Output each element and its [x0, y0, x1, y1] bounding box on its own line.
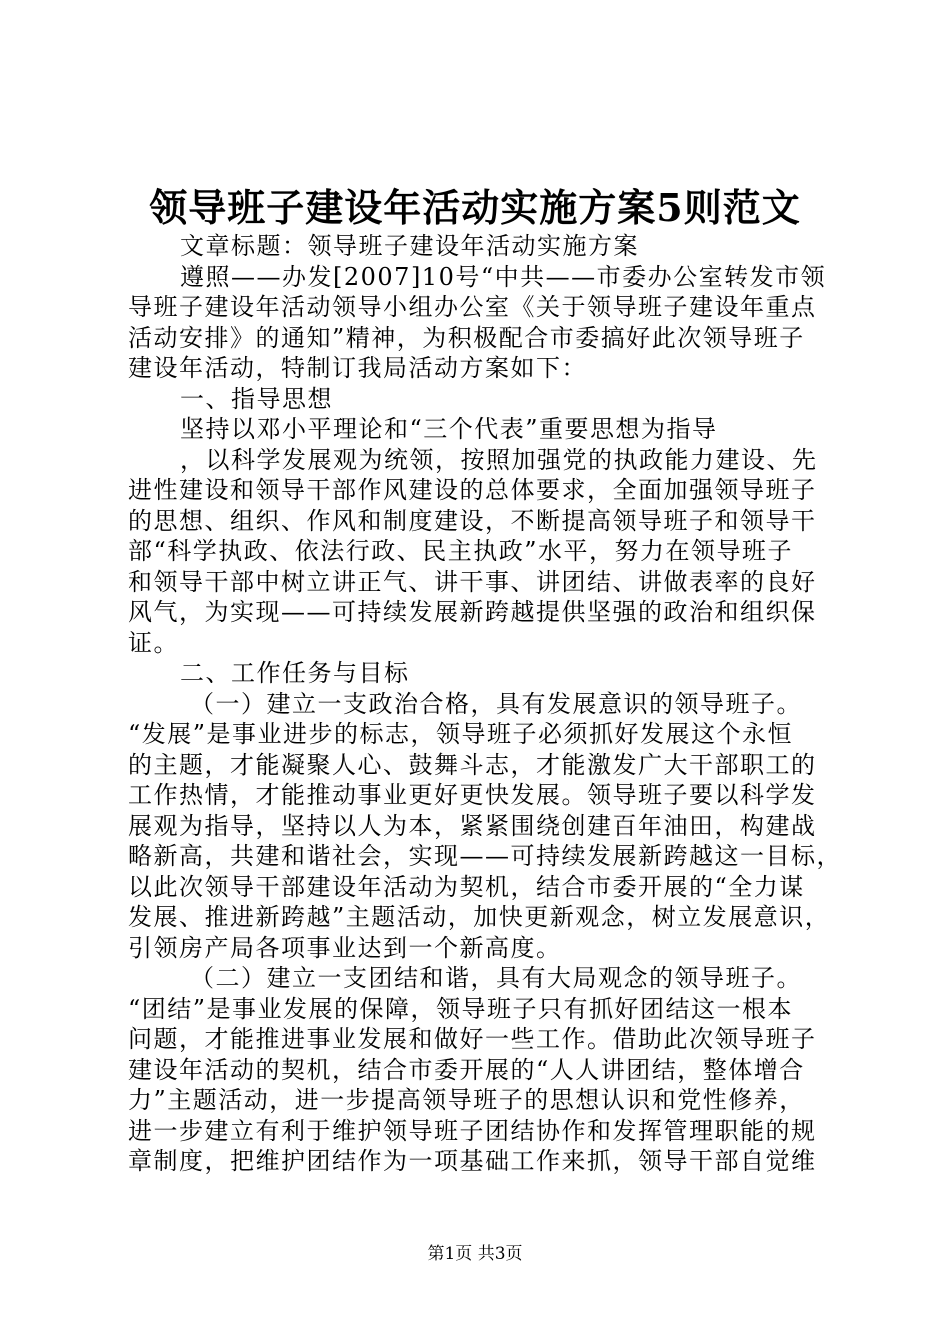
paragraph-line: 进一步建立有利于维护领导班子团结协作和发挥管理职能的规	[128, 1116, 817, 1145]
paragraph-line: 力”主题活动，进一步提高领导班子的思想认识和党性修养，	[128, 1086, 805, 1114]
page-number: 第1页 共3页	[427, 1244, 523, 1264]
paragraph-line: ，以科学发展观为统领，按照加强党的执政能力建设、先	[180, 445, 818, 474]
paragraph-line: 问题，才能推进事业发展和做好一些工作。借助此次领导班子	[128, 1025, 817, 1053]
paragraph-line: 略新高，共建和谐社会，实现——可持续发展新跨越这一目标，	[128, 842, 842, 870]
paragraph-line: “发展”是事业进步的标志，领导班子必须抓好发展这个永恒	[128, 720, 794, 748]
paragraph-line: 以此次领导干部建设年活动为契机，结合市委开展的“全力谋	[128, 872, 805, 901]
paragraph-line: 和领导干部中树立讲正气、讲干事、讲团结、讲做表率的良好	[128, 567, 817, 596]
paragraph-line: 工作热情，才能推动事业更好更快发展。领导班子要以科学发	[128, 781, 817, 809]
paragraph-line: 建设年活动，特制订我局活动方案如下：	[128, 354, 587, 382]
paragraph-line: 活动安排》的通知”精神，为积极配合市委搞好此次领导班子	[128, 323, 805, 352]
document-body	[128, 231, 842, 1177]
paragraph-line: 证。	[128, 628, 179, 657]
paragraph-line: 进性建设和领导干部作风建设的总体要求，全面加强领导班子	[128, 476, 817, 504]
subsection-heading: （一）建立一支政治合格，具有发展意识的领导班子。	[190, 689, 802, 718]
document-title: 领导班子建设年活动实施方案5则范文	[149, 185, 801, 230]
paragraph-line: 遵照——办发[2007]10号“中共——市委办公室转发市领	[180, 262, 827, 291]
paragraph-line: 展观为指导，坚持以人为本，紧紧围绕创建百年油田，构建战	[128, 811, 817, 840]
paragraph-line: 风气，为实现——可持续发展新跨越提供坚强的政治和组织保	[128, 598, 817, 626]
subsection-heading: （二）建立一支团结和谐，具有大局观念的领导班子。	[190, 964, 802, 992]
paragraph-line: 引领房产局各项事业达到一个新高度。	[128, 933, 562, 962]
paragraph-line: 部“科学执政、依法行政、民主执政”水平，努力在领导班子	[128, 537, 794, 565]
section-heading: 二、工作任务与目标	[180, 659, 410, 687]
section-heading: 一、指导思想	[180, 384, 333, 413]
paragraph-line: 发展、推进新跨越”主题活动，加快更新观念，树立发展意识，	[128, 903, 831, 931]
paragraph-line: 文章标题：领导班子建设年活动实施方案	[180, 232, 639, 260]
paragraph-line: 章制度，把维护团结作为一项基础工作来抓，领导干部自觉维	[128, 1147, 817, 1175]
paragraph-line: 的思想、组织、作风和制度建设，不断提高领导班子和领导干	[128, 506, 817, 535]
paragraph-line: 建设年活动的契机，结合市委开展的“人人讲团结，整体增合	[128, 1055, 805, 1084]
paragraph-line: “团结”是事业发展的保障，领导班子只有抓好团结这一根本	[128, 994, 794, 1023]
paragraph-line: 坚持以邓小平理论和“三个代表”重要思想为指导	[180, 415, 718, 443]
paragraph-line: 导班子建设年活动领导小组办公室《关于领导班子建设年重点	[128, 293, 817, 321]
paragraph-line: 的主题，才能凝聚人心、鼓舞斗志，才能激发广大干部职工的	[128, 750, 817, 779]
